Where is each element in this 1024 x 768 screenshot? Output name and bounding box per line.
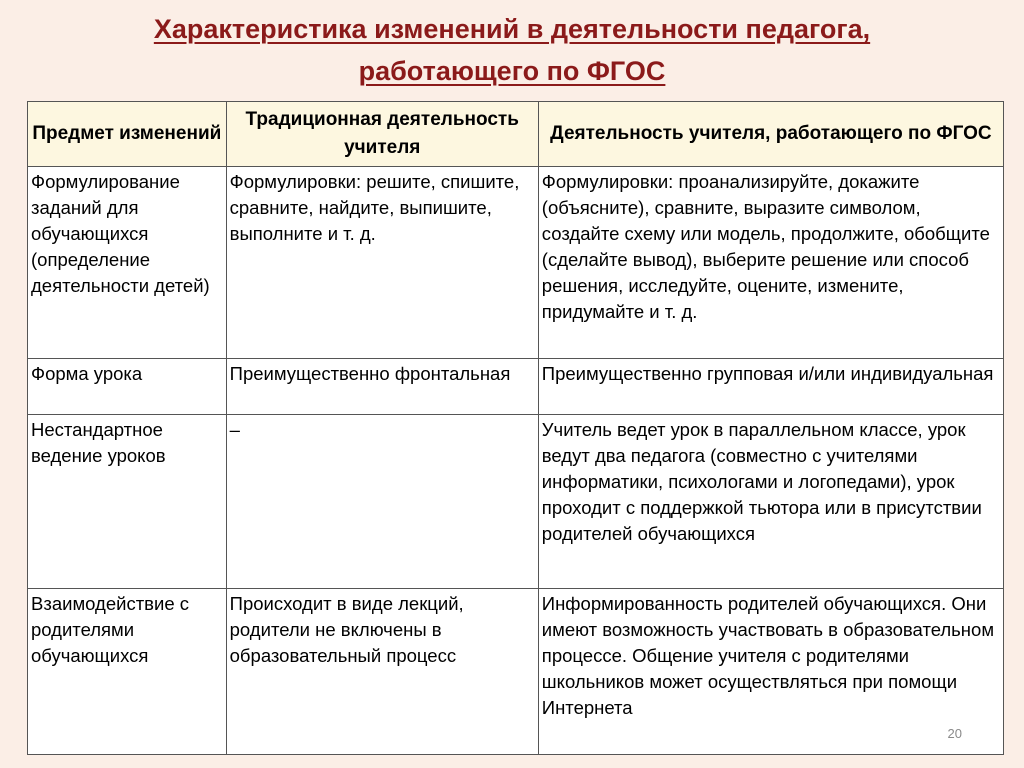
- cell-subject: Форма урока: [28, 359, 227, 415]
- cell-fgos: Информированность родителей обучающихся. Они имеют возможность участвовать в образовательном процессе. Общение учителя с родителями школьников может осуществляться при помощи Интернета: [538, 589, 1003, 755]
- header-fgos: Деятельность учителя, работающего по ФГОС: [538, 102, 1003, 167]
- table-row: [28, 359, 1004, 415]
- cell-subject: Взаимодействие с родителями обучающихся: [28, 589, 227, 755]
- cell-traditional: –: [226, 415, 538, 589]
- page-number: 20: [947, 726, 962, 741]
- slide-title-line-2: работающего по ФГОС: [358, 56, 666, 86]
- slide-title-line-1: Характеристика изменений в деятельности педагога,: [153, 14, 871, 44]
- table-row: [28, 415, 1004, 589]
- header-subject: Предмет изменений: [28, 102, 227, 167]
- slide-title: [0, 8, 1024, 92]
- table-header-row: [28, 102, 1004, 167]
- cell-fgos: Учитель ведет урок в параллельном классе, урок ведут два педагога (совместно с учителями информатики, психологами и логопедами), урок проходит с поддержкой тьютора или в присутствии родителей обучающихся: [538, 415, 1003, 589]
- cell-subject: Формулирование заданий для обучающихся (определение деятельности детей): [28, 167, 227, 359]
- cell-fgos: Преимущественно групповая и/или индивидуальная: [538, 359, 1003, 415]
- cell-traditional: Происходит в виде лекций, родители не включены в образовательный процесс: [226, 589, 538, 755]
- cell-fgos: Формулировки: проанализируйте, докажите (объясните), сравните, выразите символом, создайте схему или модель, продолжите, обобщите (сделайте вывод), выберите решение или способ решения, исследуйте, оцените, измените, придумайте и т. д.: [538, 167, 1003, 359]
- cell-traditional: Формулировки: решите, спишите, сравните, найдите, выпишите, выполните и т. д.: [226, 167, 538, 359]
- header-traditional: Традиционная деятельность учителя: [226, 102, 538, 167]
- comparison-table: [27, 101, 1004, 755]
- cell-subject: Нестандартное ведение уроков: [28, 415, 227, 589]
- table-row: [28, 589, 1004, 755]
- table-row: [28, 167, 1004, 359]
- cell-traditional: Преимущественно фронтальная: [226, 359, 538, 415]
